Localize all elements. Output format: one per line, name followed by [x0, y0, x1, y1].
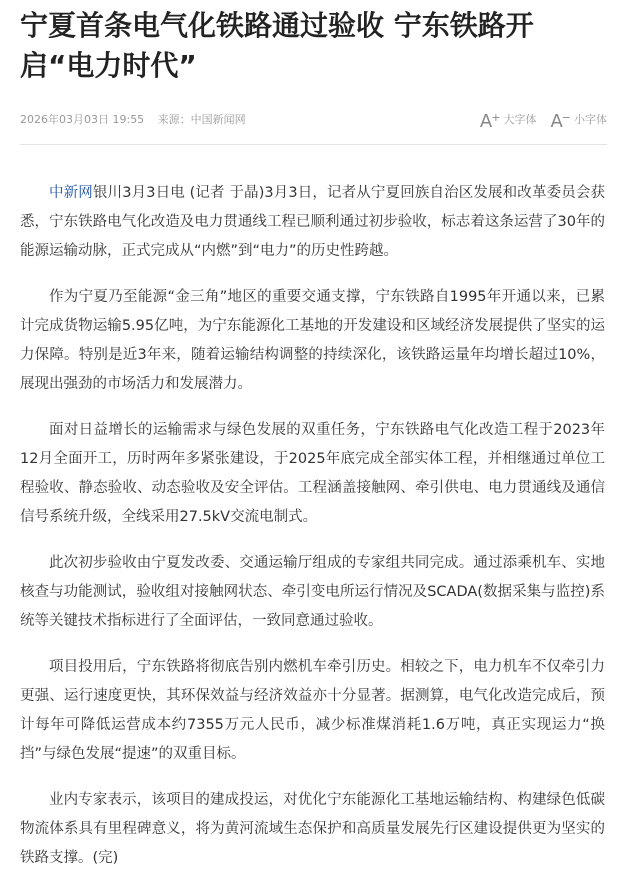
publish-datetime: 2026年03月03日 19:55: [20, 113, 145, 126]
paragraph-3: 面对日益增长的运输需求与绿色发展的双重任务，宁东铁路电气化改造工程于2023年12月全面开工，历时两年多紧张建设，于2025年底完成全部实体工程，并相继通过单位工程验收、静态验收、动态验收及安全评估。工程涵盖接触网、牵引供电、电力贯通线及通信信号系统升级，全线采用27.5kV交流电制式。: [20, 422, 605, 525]
article-title: 宁夏首条电气化铁路通过验收 宁东铁路开启“电力时代”: [20, 9, 534, 82]
header-divider: [20, 144, 607, 145]
paragraph-4: 此次初步验收由宁夏发改委、交通运输厅组成的专家组共同完成。通过添乘机车、实地核查与功能测试，验收组对接触网状态、牵引变电所运行情况及SCADA(数据采集与监控)系统等关键技术指标进行了全面评估，一致同意通过验收。: [20, 555, 605, 629]
article-source: 来源：中国新闻网: [157, 113, 246, 126]
font-increase-icon: A+: [479, 111, 501, 132]
article-body: [20, 179, 607, 873]
small-font-label: 小字体: [574, 113, 607, 126]
paragraph-1-text: 银川3月3日电 (记者 于晶)3月3日，记者从宁夏回族自治区发展和改革委员会获悉，宁东铁路电气化改造及电力贯通线工程已顺利通过初步验收，标志着这条运营了30年的能源运输动脉，正式完成从“内燃”到“电力”的历史性跨越。: [20, 185, 605, 259]
article-meta: [20, 110, 607, 130]
large-font-label: 大字体: [503, 113, 537, 126]
paragraph-2: 作为宁夏乃至能源“金三角”地区的重要交通支撑，宁东铁路自1995年开通以来，已累计完成货物运输5.95亿吨，为宁东能源化工基地的开发建设和区域经济发展提供了坚实的运力保障。特别是近3年来，随着运输结构调整的持续深化，该铁路运量年均增长超过10%，展现出强劲的市场活力和发展潜力。: [20, 289, 605, 392]
large-font-button[interactable]: [480, 106, 537, 134]
font-decrease-icon: A−: [550, 111, 571, 132]
source-link[interactable]: 中新网: [49, 185, 93, 201]
paragraph-5: 项目投用后，宁东铁路将彻底告别内燃机车牵引历史。相较之下，电力机车不仅牵引力更强、运行速度更快，其环保效益与经济效益亦十分显著。据测算，电气化改造完成后，预计每年可降低运营成本约7355万元人民币，减少标准煤消耗1.6万吨，真正实现运力“换挡”与绿色发展“提速”的双重目标。: [20, 659, 605, 762]
small-font-button[interactable]: [550, 106, 607, 134]
paragraph-6: 业内专家表示，该项目的建成投运，对优化宁东能源化工基地运输结构、构建绿色低碳物流体系具有里程碑意义，将为黄河流域生态保护和高质量发展先行区建设提供更为坚实的铁路支撑。(完): [20, 792, 605, 866]
paragraph-1: [20, 179, 607, 266]
font-size-controls: [466, 106, 607, 134]
